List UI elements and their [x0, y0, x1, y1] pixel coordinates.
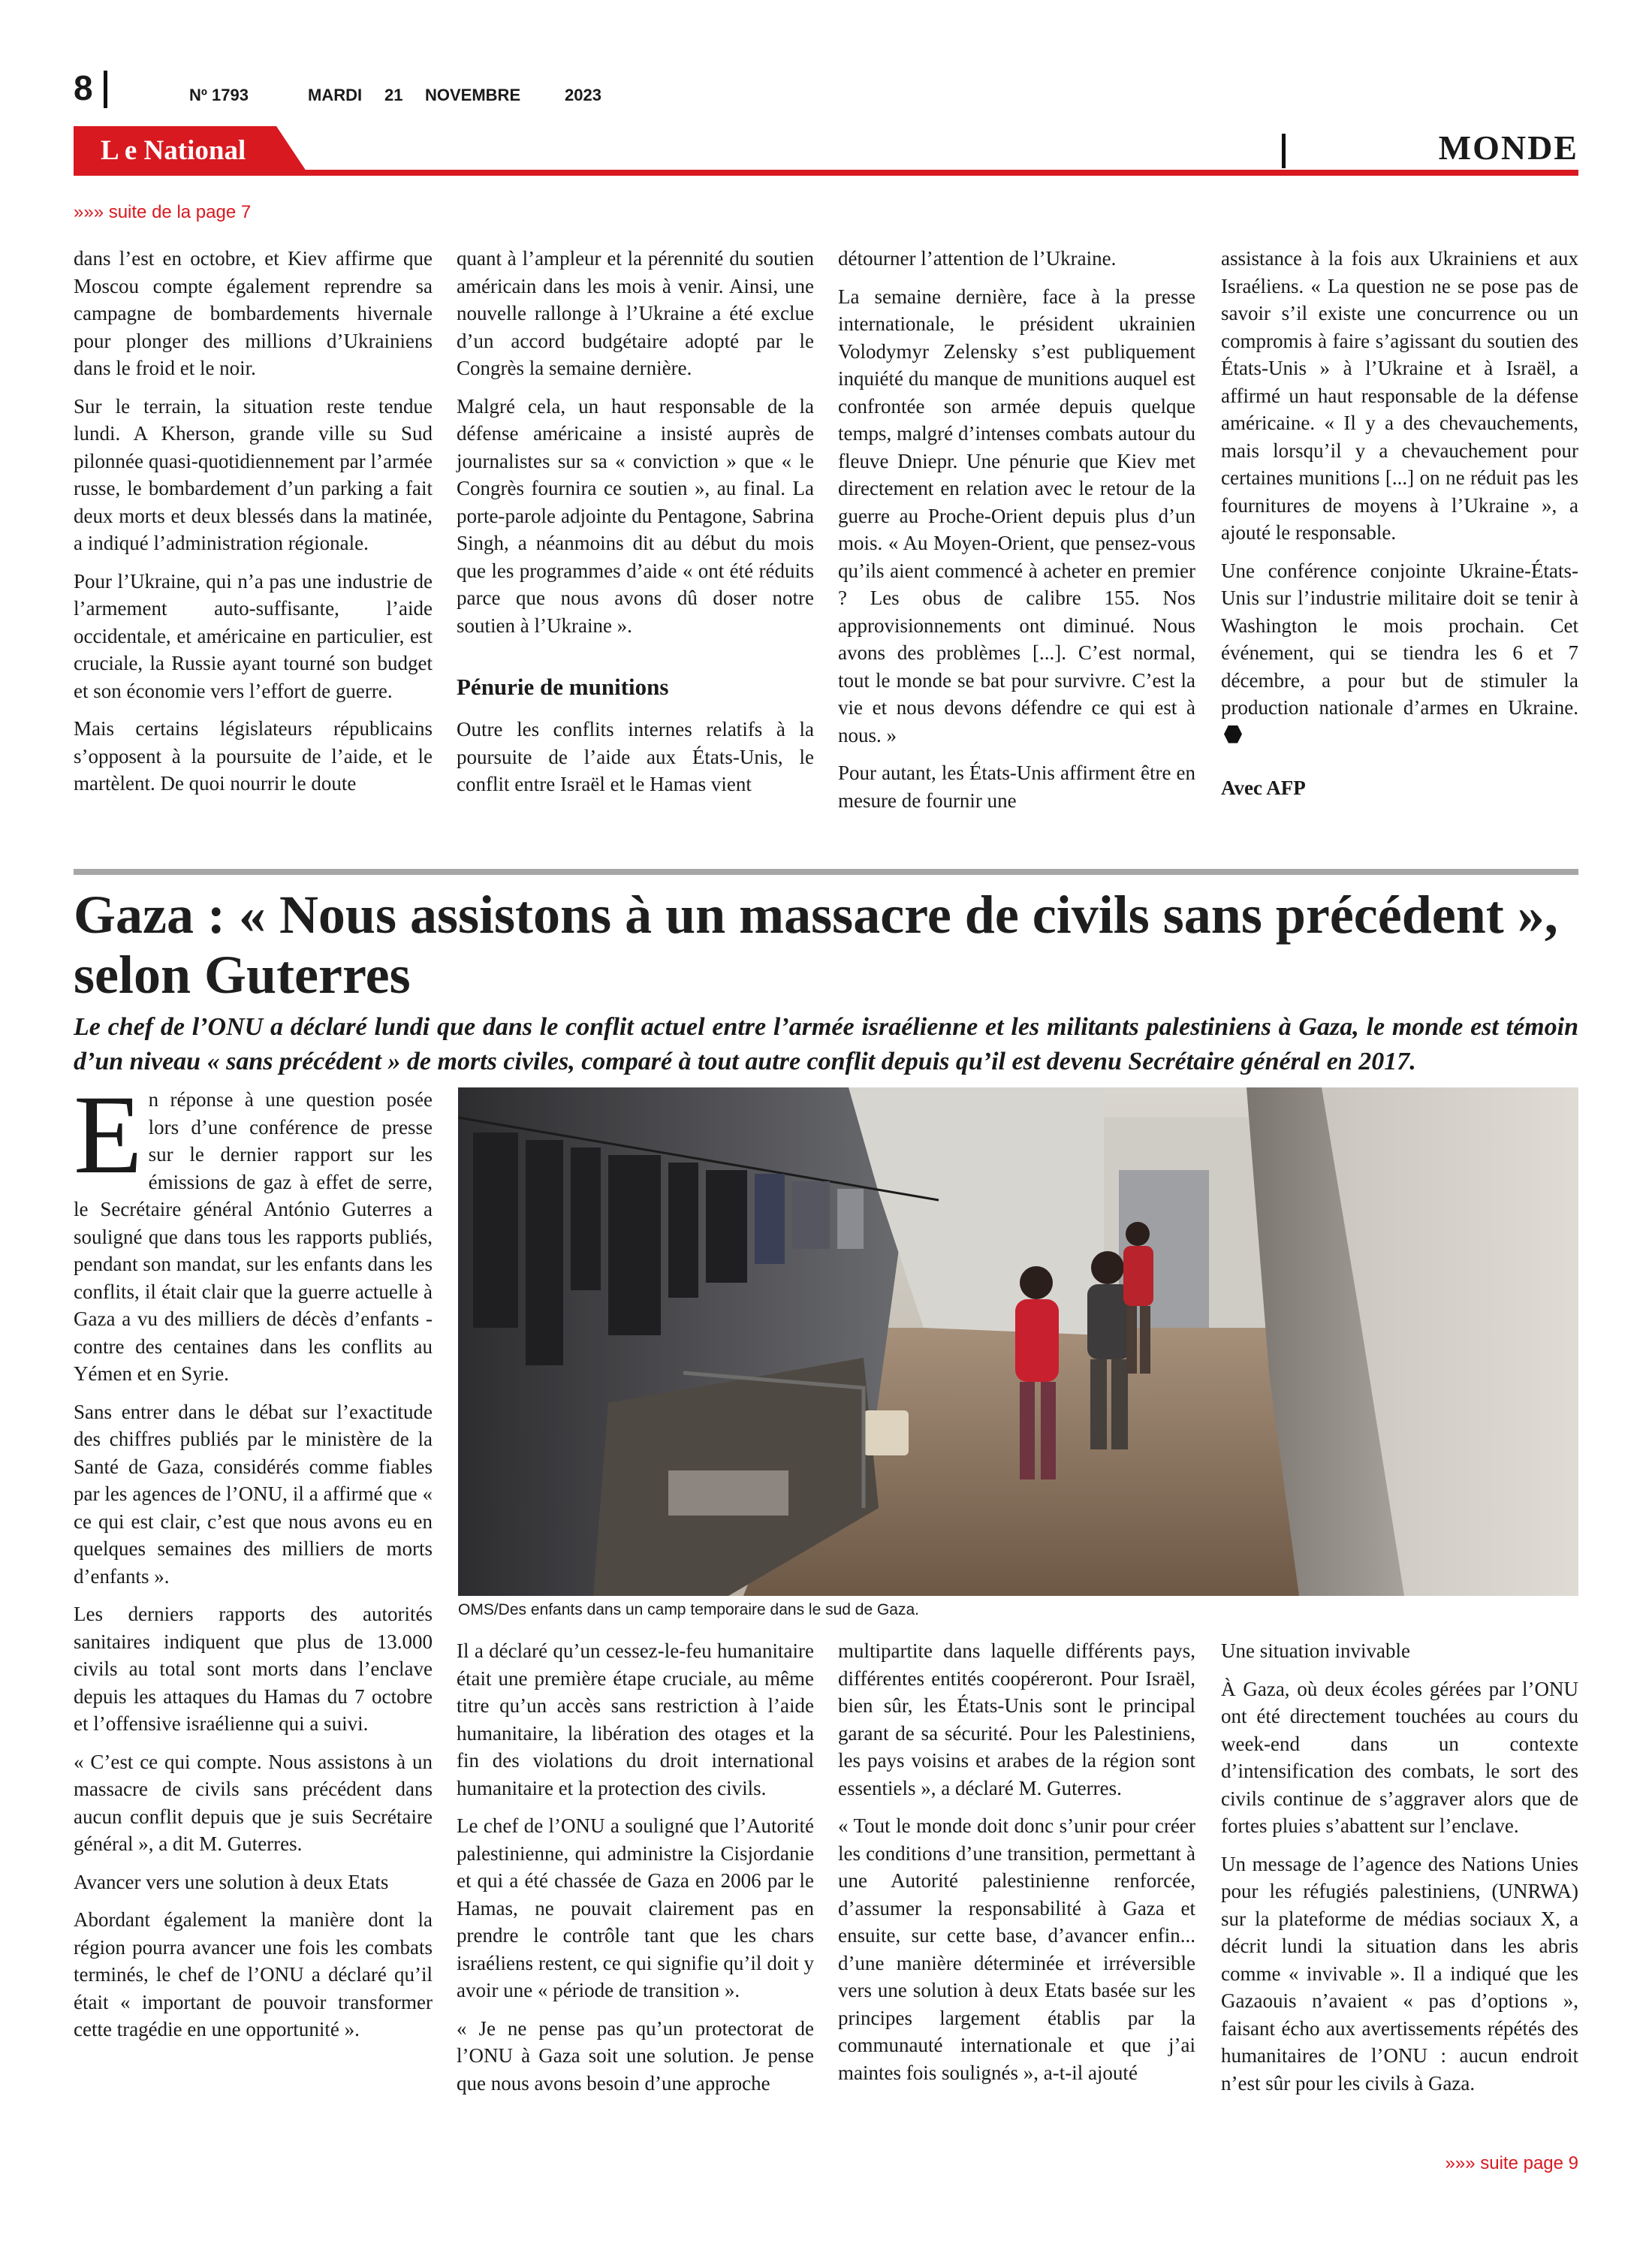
ukraine-subheading: Pénurie de munitions [457, 674, 669, 700]
paragraph: Un message de l’agence des Nations Unies pour les réfugiés palestiniens, (UNRWA) sur la plateforme de médias sociaux X, a décrit lundi la situation dans les abris comme « invivable ». Il a indiqué que les Gazaouis n’avaient « pas d’options », faisant écho aux avertissements répétés des humanitaires de l’ONU : aucun endroit n’est sûr pour les civils à Gaza. [1221, 1852, 1578, 2095]
photo-caption: OMS/Des enfants dans un camp temporaire dans le sud de Gaza. [458, 1601, 919, 1618]
header-rule [74, 170, 1578, 176]
paragraph: Abordant également la manière dont la région pourra avancer une fois les combats terminés, le chef de l’ONU a déclaré qu’il était « important de pouvoir transformer cette tragédie en une opportunité ». [74, 1908, 433, 2040]
paragraph: Il a déclaré qu’un cessez-le-feu humanitaire était une première étape cruciale, au même titre qu’un accès sans restriction à l’aide humanitaire, la libération des otages et la fin des violations du droit international humanitaire et la protection des civils. [457, 1639, 814, 1799]
paragraph: Sans entrer dans le débat sur l’exactitude des chiffres publiés par le ministère de la Santé de Gaza, considérés comme fiables par les agences de l’ONU, il a affirmé que « ce qui est clair, c’est que nous avons eu en quelques semaines des milliers de morts d’enfants ». [74, 1400, 433, 1588]
gaza-column-1 [74, 1072, 433, 2054]
paragraph: assistance à la fois aux Ukrainiens et aux Israéliens. « La question ne se pose pas de savoir s’il existe une concurrence ou un compromis à faire s’agissant du soutien des États-Unis » à l’Ukraine et à Israël, a affirmé un haut responsable de la défense américaine. « Il y a des chevauchements, mais lorsqu’il y a chevauchement pour certaines munitions [...] on ne réduit pas les fournitures de moyens à l’Ukraine », a ajouté le responsable. [1221, 247, 1578, 544]
date-month: NOVEMBRE [425, 86, 521, 104]
page-number: 8 [74, 68, 93, 107]
gaza-column-2 [457, 1637, 814, 2107]
newspaper-brand: L e National [101, 135, 246, 166]
paragraph: « Je ne pense pas qu’un protectorat de l’ONU à Gaza soit une solution. Je pense que nous avons besoin d’une approche [457, 2016, 814, 2095]
paragraph: « Tout le monde doit donc s’unir pour créer les conditions d’une transition, permettant à une Autorité palestinienne renforcée, d’assumer la responsabilité à Gaza et ensuite, sur cette base, d’avancer enfin... d’une manière déterminée et irréversible vers une solution à deux Etats basée sur les principes largement établis par la communauté internationale et que j’ai maintes fois soulignés », a-t-il ajouté [838, 1814, 1195, 2084]
paragraph: Malgré cela, un haut responsable de la défense américaine a insisté auprès de journalistes sur sa « conviction » que « le Congrès fournira ce soutien », au final. La porte-parole adjointe du Pentagone, Sabrina Singh, a néanmoins dit au début du mois que les programmes d’aide « ont été réduits parce que nous avons dû doser notre soutien à l’Ukraine ». [457, 394, 814, 637]
ukraine-column-3 [838, 245, 1195, 825]
paragraph: multipartite dans laquelle différents pays, différentes entités coopéreront. Pour Israël, bien sûr, les États-Unis sont le principal garant de sa sécurité. Pour les Palestiniens, les pays voisins et arabes de la région sont essentiels », a déclaré M. Guterres. [838, 1639, 1195, 1799]
paragraph: quant à l’ampleur et la pérennité du soutien américain dans les mois à venir. Ainsi, une nouvelle rallonge à l’Ukraine a été exclue d’un accord budgétaire adopté par le Congrès la semaine dernière. [457, 247, 814, 379]
gaza-column-3 [838, 1637, 1195, 2097]
paragraph: Pour autant, les États-Unis affirment être en mesure de fournir une [838, 762, 1195, 812]
paragraph: À Gaza, où deux écoles gérées par l’ONU ont été directement touchées au cours du week-end dans un contexte d’intensification des combats, le sort des civils continue de s’aggraver alors que de fortes pluies s’abattent sur l’enclave. [1221, 1677, 1578, 1837]
article-photo [458, 1087, 1578, 1596]
paragraph: Mais certains législateurs républicains s’opposent à la poursuite de l’aide, et le martèlent. De quoi nourrir le doute [74, 717, 433, 795]
paragraph: détourner l’attention de l’Ukraine. [838, 247, 1117, 270]
ukraine-column-1 [74, 245, 433, 808]
ukraine-column-4 [1221, 245, 1578, 802]
gaza-subheading-2: Une situation invivable [1221, 1639, 1410, 1662]
gaza-column-4 [1221, 1637, 1578, 2107]
paragraph-text: Une conférence conjointe Ukraine-États-Unis sur l’industrie militaire doit se tenir à Washington le mois prochain. Cet événement, qui se tiendra les 6 et 7 décembre, a pour but de stimuler la production nationale d’armes en Ukraine. [1221, 559, 1578, 719]
end-of-article-icon [1224, 725, 1242, 743]
date-weekday: MARDI [308, 86, 363, 104]
ukraine-column-2 [457, 245, 814, 809]
issue-number: Nº 1793 [189, 86, 249, 104]
paragraph: Pour l’Ukraine, qui n’a pas une industrie de l’armement auto-suffisante, l’aide occidentale, et américaine en particulier, est cruciale, la Russie ayant tourné son budget et son économie vers l’effort de guerre. [74, 569, 433, 702]
section-title: MONDE [1438, 128, 1578, 167]
paragraph [1221, 557, 1578, 749]
paragraph: Le chef de l’ONU a souligné que l’Autorité palestinienne, qui administre la Cisjordanie et qui a été chassée de Gaza en 2006 par le Hamas, ne pouvait clairement pas en prendre le contrôle tant que les chars israéliens restent, ce qui signifie qu’il doit y avoir une « période de transition ». [457, 1814, 814, 2001]
article-signature: Avec AFP [1221, 777, 1306, 799]
gaza-subheading-1: Avancer vers une solution à deux Etats [74, 1870, 389, 1893]
page-number-divider [104, 71, 107, 108]
paragraph: dans l’est en octobre, et Kiev affirme que Moscou compte également reprendre sa campagne de bombardements hivernale pour plonger des millions d’Ukrainiens dans le froid et le noir. [74, 247, 433, 379]
paragraph: Outre les conflits internes relatifs à la poursuite de l’aide aux États-Unis, le conflit entre Israël et le Hamas vient [457, 718, 814, 795]
article-deck: Le chef de l’ONU a déclaré lundi que dans le conflit actuel entre l’armée israélienne et les militants palestiniens à Gaza, le monde est témoin d’un niveau « sans précédent » de morts civiles, comparé à tout autre conflit depuis qu’il est devenu Secrétaire général en 2017. [74, 1013, 1578, 1075]
lead-text: n réponse à une question posée lors d’une conférence de presse sur le dernier rapport sur les émissions de gaz à effet de serre, le Secrétaire général António Guterres a souligné que dans tous les rapports publiés, pendant son mandat, sur les enfants dans les conflits, il était clair que la guerre actuelle à Gaza a vu des milliers de décès d’enfants - contre des centaines dans les conflits au Yémen et en Syrie. [74, 1088, 433, 1385]
paragraph: « C’est ce qui compte. Nous assistons à un massacre de civils sans précédent dans aucun conflit depuis que je suis Secrétaire général », a dit M. Guterres. [74, 1750, 433, 1855]
headline: Gaza : « Nous assistons à un massacre de civils sans précédent », selon Guterres [74, 885, 1558, 1005]
lead-paragraph [74, 1072, 433, 1388]
section-divider [1282, 134, 1286, 168]
paragraph: La semaine dernière, face à la presse internationale, le président ukrainien Volodymyr Zelensky s’est publiquement inquiété du manque de munitions auquel est confrontée son armée depuis quelque temps, malgré d’intenses combats autour du fleuve Dniepr. Une pénurie que Kiev met directement en relation avec le retour de la guerre au Proche-Orient depuis plus d’un mois. « Au Moyen-Orient, que pensez-vous qu’ils aient commencé à acheter en premier ? Les obus de calibre 155. Nos approvisionnements ont diminué. Nous avons des problèmes [...]. C’est normal, tout le monde se bat pour survivre. C’est la vie et nous devons défendre ce qui est à nous. » [838, 285, 1195, 746]
paragraph: Les derniers rapports des autorités sanitaires indiquent que plus de 13.000 civils au total sont morts dans l’enclave depuis les attaques du Hamas du 7 octobre et l’offensive israélienne qui a suivi. [74, 1603, 433, 1735]
drop-cap: E [74, 1072, 143, 1197]
article-separator [74, 869, 1578, 875]
date-year: 2023 [565, 86, 601, 104]
date-day: 21 [384, 86, 403, 104]
paragraph: Sur le terrain, la situation reste tendue lundi. A Kherson, grande ville su Sud pilonnée quasi-quotidiennement par l’armée russe, le bombardement d’un parking a fait deux morts et deux blessés dans la matinée, a indiqué l’administration régionale. [74, 394, 433, 554]
continued-to-link[interactable]: »»» suite page 9 [1445, 2153, 1578, 2173]
continued-from-link[interactable]: »»» suite de la page 7 [74, 202, 252, 222]
